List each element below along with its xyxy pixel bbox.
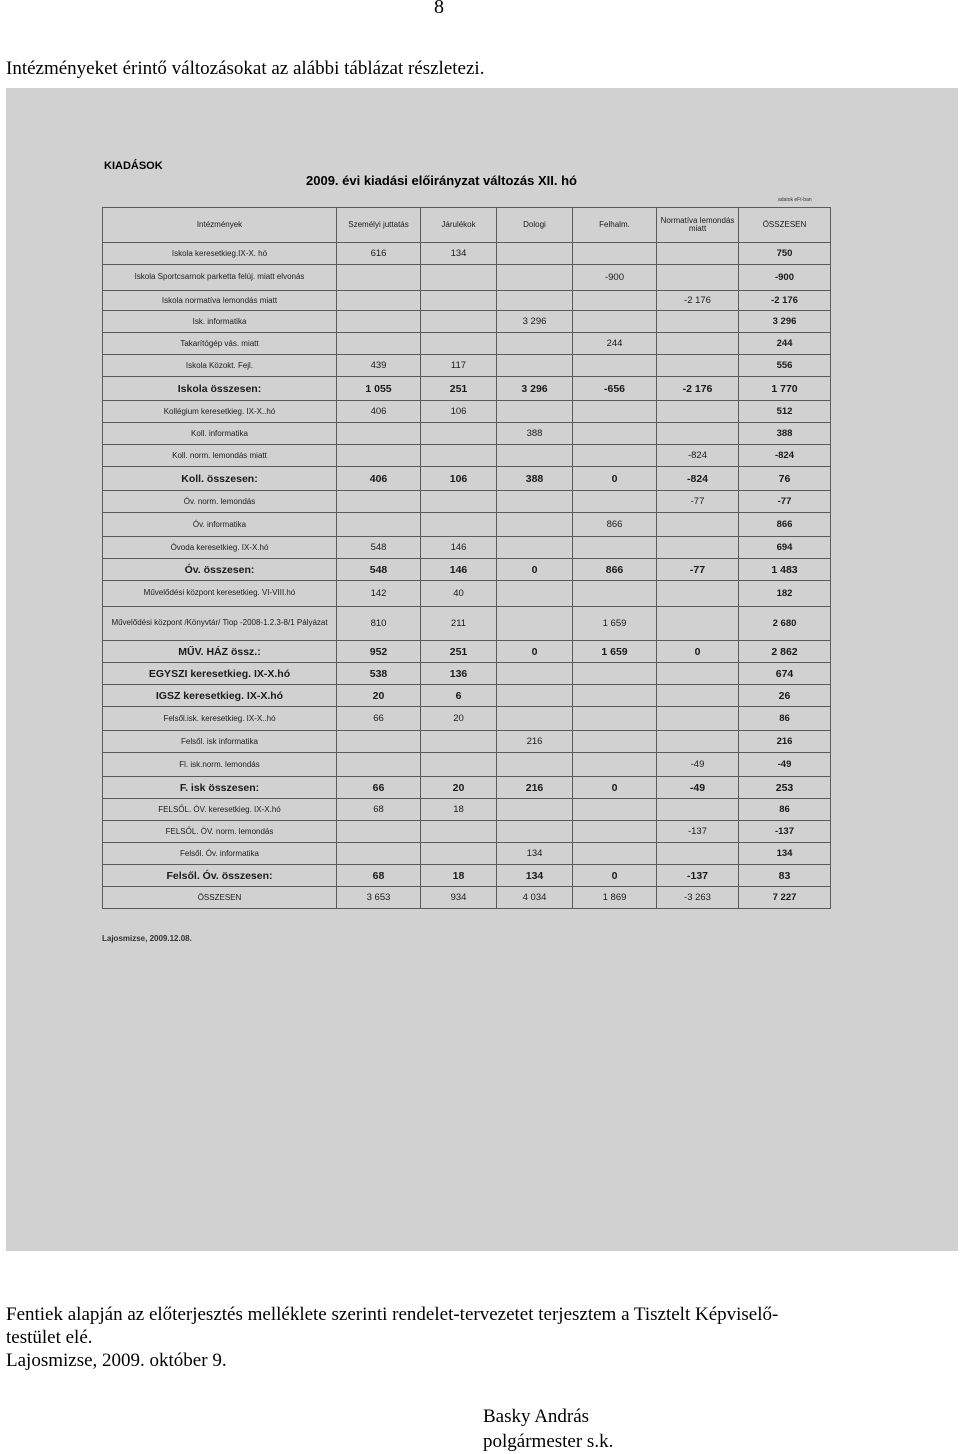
table-cell [657, 663, 739, 685]
table-cell [497, 291, 573, 311]
table-cell: 3 296 [497, 311, 573, 333]
table-cell: 182 [739, 581, 831, 607]
table-cell: 216 [497, 777, 573, 799]
row-label: IGSZ keresetkieg. IX-X.hó [103, 685, 337, 707]
table-cell [573, 663, 657, 685]
table-cell [497, 355, 573, 377]
table-cell: 810 [337, 607, 421, 641]
table-cell [573, 401, 657, 423]
table-cell: 18 [421, 799, 497, 821]
table-cell [657, 685, 739, 707]
table-cell: -824 [739, 445, 831, 467]
table-cell [337, 513, 421, 537]
table-cell [337, 753, 421, 777]
table-cell: 134 [739, 843, 831, 865]
table-row [103, 641, 831, 663]
table-cell: 512 [739, 401, 831, 423]
row-label: Fl. isk.norm. lemondás [103, 753, 337, 777]
table-cell [421, 291, 497, 311]
table-cell [657, 607, 739, 641]
row-label: Iskola keresetkieg.IX-X. hó [103, 243, 337, 265]
table-cell: 616 [337, 243, 421, 265]
table-cell: 1 869 [573, 887, 657, 909]
table-cell [337, 821, 421, 843]
table-cell [657, 265, 739, 291]
table-cell: 106 [421, 401, 497, 423]
signature-name: Basky András [483, 1406, 590, 1427]
budget-table [102, 207, 831, 909]
table-cell: 0 [497, 559, 573, 581]
table-cell [337, 265, 421, 291]
table-cell: 134 [421, 243, 497, 265]
table-cell: -77 [739, 491, 831, 513]
table-row [103, 581, 831, 607]
table-cell [337, 311, 421, 333]
table-cell: 146 [421, 537, 497, 559]
signature-block [483, 1404, 613, 1454]
table-cell: 952 [337, 641, 421, 663]
row-label: Koll. informatika [103, 423, 337, 445]
table-row [103, 821, 831, 843]
table-cell: 146 [421, 559, 497, 581]
row-label: Takarítógép vás. miatt [103, 333, 337, 355]
row-label: Óv. norm. lemondás [103, 491, 337, 513]
header-cell: Felhalm. [573, 208, 657, 243]
closing-paragraph [6, 1303, 946, 1372]
row-label: Isk. informatika [103, 311, 337, 333]
table-row [103, 377, 831, 401]
table-cell: 3 653 [337, 887, 421, 909]
table-cell: 548 [337, 559, 421, 581]
table-cell: -49 [739, 753, 831, 777]
table-row [103, 537, 831, 559]
table-row [103, 559, 831, 581]
table-cell: 20 [337, 685, 421, 707]
scan-unit-note: adatok eFt-ban [778, 197, 812, 203]
table-cell: 406 [337, 467, 421, 491]
table-cell: -2 176 [739, 291, 831, 311]
header-cell: Személyi juttatás [337, 208, 421, 243]
table-cell [497, 243, 573, 265]
table-cell: -900 [573, 265, 657, 291]
table-cell [497, 753, 573, 777]
table-cell [573, 291, 657, 311]
table-cell [573, 799, 657, 821]
table-cell [497, 445, 573, 467]
table-cell [337, 731, 421, 753]
table-cell: 134 [497, 865, 573, 887]
table-cell: 66 [337, 777, 421, 799]
table-cell [573, 581, 657, 607]
table-cell [421, 333, 497, 355]
table-cell [657, 401, 739, 423]
table-cell: 388 [497, 423, 573, 445]
row-label: Iskola normatíva lemondás miatt [103, 291, 337, 311]
table-cell: -77 [657, 559, 739, 581]
table-cell [573, 821, 657, 843]
table-cell: 1 483 [739, 559, 831, 581]
table-cell [337, 423, 421, 445]
table-cell: -137 [739, 821, 831, 843]
table-row [103, 777, 831, 799]
scan-footer-date: Lajosmizse, 2009.12.08. [102, 934, 192, 943]
table-cell [497, 607, 573, 641]
table-cell: 0 [573, 467, 657, 491]
table-cell: 142 [337, 581, 421, 607]
table-cell: 106 [421, 467, 497, 491]
table-cell: 2 862 [739, 641, 831, 663]
table-cell: 0 [573, 865, 657, 887]
table-cell [421, 445, 497, 467]
table-row [103, 607, 831, 641]
row-label: Iskola összesen: [103, 377, 337, 401]
header-cell: Járulékok [421, 208, 497, 243]
table-cell: -3 263 [657, 887, 739, 909]
table-cell [573, 731, 657, 753]
table-cell: 439 [337, 355, 421, 377]
table-cell: 694 [739, 537, 831, 559]
row-label: Óv. informatika [103, 513, 337, 537]
table-cell: 0 [497, 641, 573, 663]
table-cell [573, 355, 657, 377]
table-cell [421, 843, 497, 865]
table-row [103, 291, 831, 311]
table-row [103, 865, 831, 887]
table-cell: -2 176 [657, 291, 739, 311]
table-cell: 244 [739, 333, 831, 355]
table-cell: 4 034 [497, 887, 573, 909]
table-row [103, 355, 831, 377]
table-cell: 40 [421, 581, 497, 607]
table-cell: 674 [739, 663, 831, 685]
row-label: Felsől. Óv. informatika [103, 843, 337, 865]
table-cell: 1 055 [337, 377, 421, 401]
table-cell [573, 707, 657, 731]
row-label: Iskola Közokt. Fejl. [103, 355, 337, 377]
table-cell [497, 491, 573, 513]
row-label: Óv. összesen: [103, 559, 337, 581]
row-label: Felsől. Óv. összesen: [103, 865, 337, 887]
row-label: Művelődési központ keresetkieg. VI-VIII.hó [103, 581, 337, 607]
table-cell [337, 843, 421, 865]
table-row [103, 333, 831, 355]
row-label: F. isk összesen: [103, 777, 337, 799]
table-cell [497, 707, 573, 731]
table-row [103, 401, 831, 423]
row-label: Kollégium keresetkieg. IX-X..hó [103, 401, 337, 423]
table-cell: 76 [739, 467, 831, 491]
table-cell: 216 [739, 731, 831, 753]
table-cell [573, 311, 657, 333]
table-cell [657, 537, 739, 559]
table-cell [421, 311, 497, 333]
table-cell [337, 491, 421, 513]
table-cell: -137 [657, 821, 739, 843]
table-row [103, 513, 831, 537]
table-cell [497, 663, 573, 685]
row-label: Iskola Sportcsarnok parketta felúj. miatt elvonás [103, 265, 337, 291]
table-cell: 3 296 [497, 377, 573, 401]
table-cell [497, 401, 573, 423]
table-cell: -824 [657, 467, 739, 491]
table-cell: -656 [573, 377, 657, 401]
table-cell: -137 [657, 865, 739, 887]
table-cell: 83 [739, 865, 831, 887]
table-cell: 86 [739, 707, 831, 731]
table-cell [497, 821, 573, 843]
table-cell [657, 513, 739, 537]
table-cell [657, 311, 739, 333]
table-cell [573, 445, 657, 467]
table-cell: 68 [337, 865, 421, 887]
table-cell [573, 843, 657, 865]
intro-text: Intézményeket érintő változásokat az alábbi táblázat részletezi. [6, 58, 485, 79]
scan-section-title: KIADÁSOK [104, 160, 163, 172]
table-cell: 3 296 [739, 311, 831, 333]
row-label: FELSŐL. ÓV. keresetkieg. IX-X.hó [103, 799, 337, 821]
row-label: Művelődési központ /Könyvtár/ Tiop -2008-1.2.3-8/1 Pályázat [103, 607, 337, 641]
table-cell: 136 [421, 663, 497, 685]
table-cell: 244 [573, 333, 657, 355]
table-cell: 934 [421, 887, 497, 909]
table-cell: -77 [657, 491, 739, 513]
table-cell [497, 537, 573, 559]
table-cell [657, 243, 739, 265]
table-cell: 18 [421, 865, 497, 887]
table-cell: 1 770 [739, 377, 831, 401]
row-label: ÖSSZESEN [103, 887, 337, 909]
table-cell [337, 333, 421, 355]
scan-table-title: 2009. évi kiadási előirányzat változás XII. hó [306, 173, 577, 188]
table-cell [573, 423, 657, 445]
table-cell [573, 537, 657, 559]
table-body [103, 243, 831, 909]
table-cell [657, 731, 739, 753]
table-cell: 388 [739, 423, 831, 445]
table-cell: 7 227 [739, 887, 831, 909]
row-label: FELSŐL. ÓV. norm. lemondás [103, 821, 337, 843]
table-cell: 866 [573, 559, 657, 581]
table-cell: 0 [573, 777, 657, 799]
table-row [103, 491, 831, 513]
table-cell: 866 [739, 513, 831, 537]
signature-title: polgármester s.k. [483, 1431, 614, 1452]
table-cell [497, 513, 573, 537]
table-cell: 211 [421, 607, 497, 641]
row-label: EGYSZI keresetkieg. IX-X.hó [103, 663, 337, 685]
table-cell [421, 731, 497, 753]
table-cell [497, 333, 573, 355]
table-cell: 6 [421, 685, 497, 707]
table-cell [497, 799, 573, 821]
table-cell [573, 491, 657, 513]
row-label: Óvoda keresetkieg. IX-X.hó [103, 537, 337, 559]
table-cell: 216 [497, 731, 573, 753]
table-row [103, 663, 831, 685]
table-header-row [103, 208, 831, 243]
table-cell: 750 [739, 243, 831, 265]
row-label: Felsől. isk informatika [103, 731, 337, 753]
table-cell [421, 513, 497, 537]
table-cell: 26 [739, 685, 831, 707]
table-cell: 251 [421, 641, 497, 663]
table-cell: 251 [421, 377, 497, 401]
table-row [103, 311, 831, 333]
table-cell [657, 581, 739, 607]
row-label: MŰV. HÁZ össz.: [103, 641, 337, 663]
table-cell: 20 [421, 707, 497, 731]
table-cell: 134 [497, 843, 573, 865]
table-cell: 538 [337, 663, 421, 685]
table-cell [421, 423, 497, 445]
table-cell: -824 [657, 445, 739, 467]
table-cell [497, 265, 573, 291]
table-cell [421, 491, 497, 513]
table-cell: 866 [573, 513, 657, 537]
table-cell [421, 265, 497, 291]
table-cell [421, 821, 497, 843]
table-row [103, 243, 831, 265]
table-cell [573, 685, 657, 707]
table-cell: 1 659 [573, 641, 657, 663]
table-cell [497, 685, 573, 707]
closing-date: Lajosmizse, 2009. október 9. [6, 1350, 227, 1371]
table-cell [573, 243, 657, 265]
table-row [103, 731, 831, 753]
closing-text-line: testület elé. [6, 1327, 93, 1348]
table-cell [657, 843, 739, 865]
header-cell: Dologi [497, 208, 573, 243]
table-cell: 68 [337, 799, 421, 821]
table-cell: 86 [739, 799, 831, 821]
table-cell: -2 176 [657, 377, 739, 401]
table-cell [573, 753, 657, 777]
header-cell: Intézmények [103, 208, 337, 243]
row-label: Felsől.isk. keresetkieg. IX-X..hó [103, 707, 337, 731]
table-cell: -900 [739, 265, 831, 291]
table-cell: 2 680 [739, 607, 831, 641]
table-cell [657, 799, 739, 821]
table-cell [497, 581, 573, 607]
table-cell [337, 291, 421, 311]
table-cell [421, 753, 497, 777]
table-row [103, 887, 831, 909]
table-cell: 117 [421, 355, 497, 377]
table-row [103, 467, 831, 491]
table-cell: 66 [337, 707, 421, 731]
table-cell: 1 659 [573, 607, 657, 641]
closing-text-line: Fentiek alapján az előterjesztés melléklete szerinti rendelet-tervezetet terjesztem a Tisztelt Képviselő- [6, 1304, 779, 1325]
row-label: Koll. norm. lemondás miatt [103, 445, 337, 467]
table-cell: 388 [497, 467, 573, 491]
table-row [103, 265, 831, 291]
table-cell [657, 333, 739, 355]
table-cell [337, 445, 421, 467]
table-cell: 406 [337, 401, 421, 423]
table-cell [657, 423, 739, 445]
table-row [103, 707, 831, 731]
table-row [103, 753, 831, 777]
table-row [103, 445, 831, 467]
table-cell: 548 [337, 537, 421, 559]
table-cell [657, 707, 739, 731]
table-cell: -49 [657, 753, 739, 777]
table-row [103, 423, 831, 445]
header-cell: ÖSSZESEN [739, 208, 831, 243]
table-cell: -49 [657, 777, 739, 799]
table-cell: 253 [739, 777, 831, 799]
table-row [103, 685, 831, 707]
table-cell [657, 355, 739, 377]
table-row [103, 799, 831, 821]
row-label: Koll. összesen: [103, 467, 337, 491]
page-number: 8 [434, 0, 444, 18]
table-cell: 556 [739, 355, 831, 377]
table-cell: 0 [657, 641, 739, 663]
table-row [103, 843, 831, 865]
table-cell: 20 [421, 777, 497, 799]
header-cell: Normatíva lemondás miatt [657, 208, 739, 243]
